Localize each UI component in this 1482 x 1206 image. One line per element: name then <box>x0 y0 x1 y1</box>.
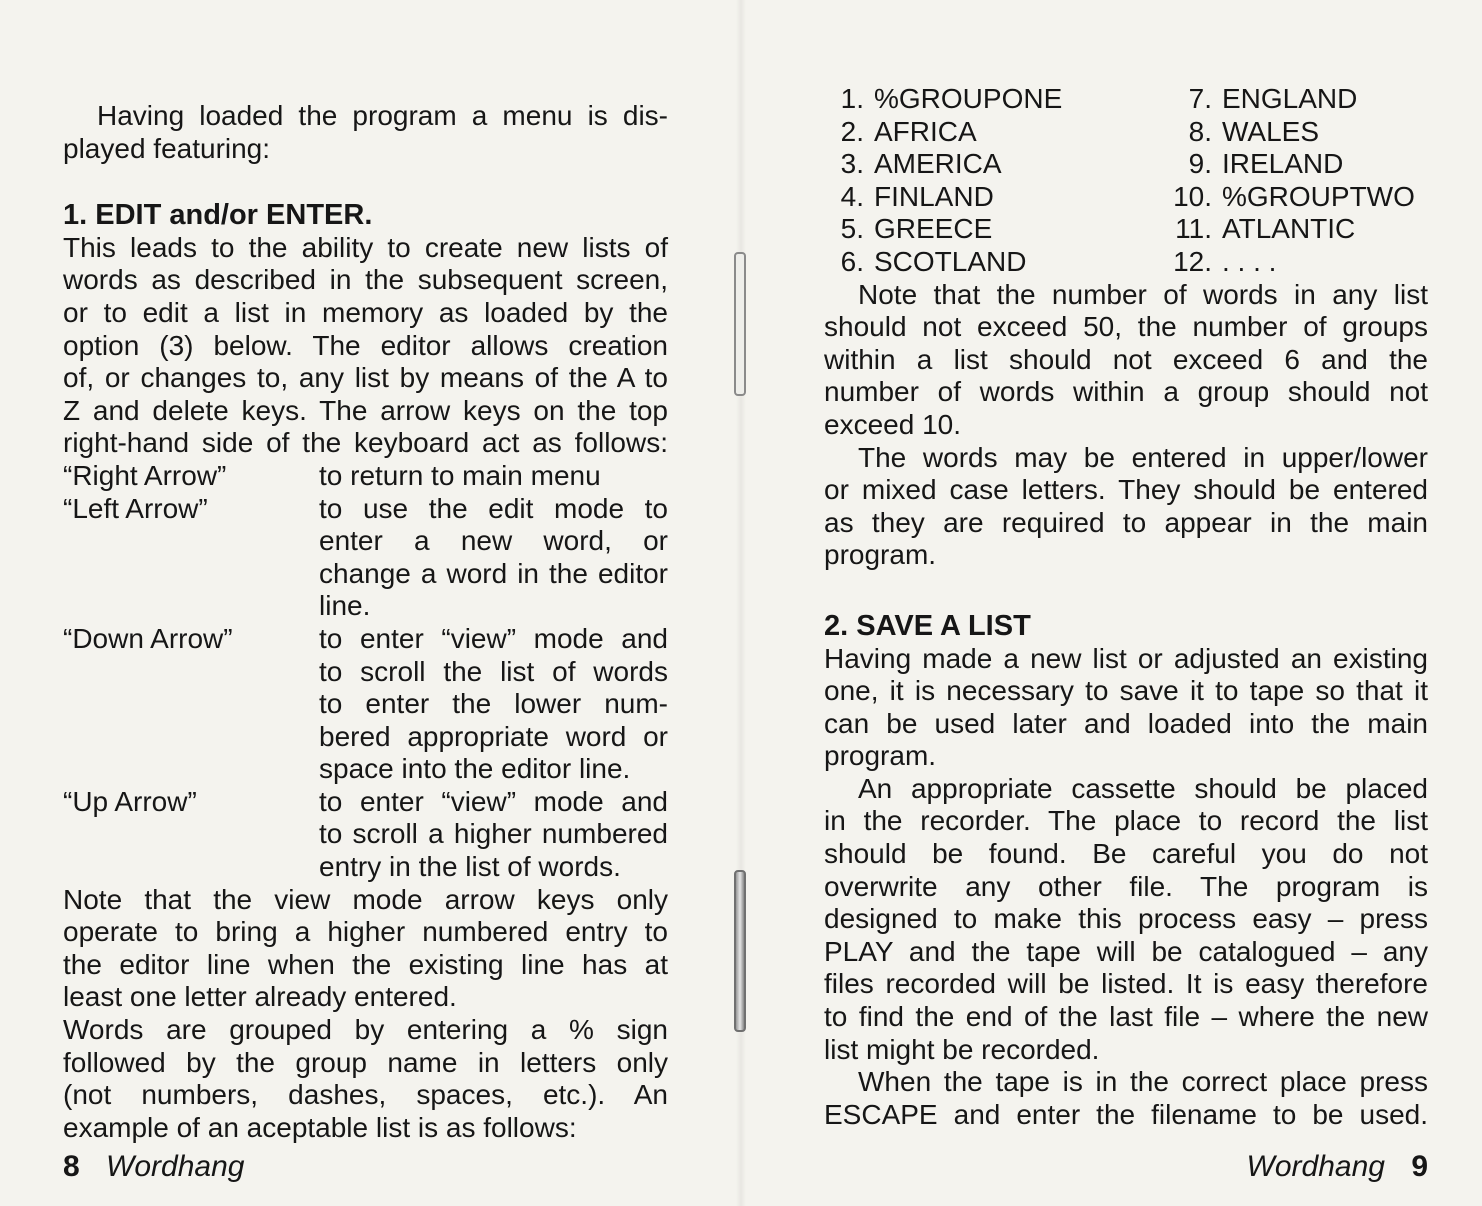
item-number: 2. <box>840 115 864 147</box>
text-line: to scroll a higher numbered <box>319 818 668 850</box>
text-line: PLAY and the tape will be catalogued – any <box>824 935 1428 967</box>
text-line: to return to main menu <box>319 459 601 491</box>
text-line: words as described in the subsequent screen, <box>63 264 668 296</box>
text-line: line. <box>319 590 371 622</box>
left-column <box>63 100 668 1144</box>
save-paragraph <box>824 643 1428 773</box>
key-row-up-arrow <box>63 786 668 884</box>
text-line: Having loaded the program a menu is dis- <box>97 100 668 131</box>
right-page <box>741 0 1482 1206</box>
text-line: to use the edit mode to <box>319 492 668 524</box>
intro-paragraph <box>63 100 668 165</box>
text-line: ESCAPE and enter the filename to be used. <box>824 1098 1428 1130</box>
section1-heading: 1. EDIT and/or ENTER. <box>63 199 373 232</box>
case-paragraph <box>824 442 1428 572</box>
word-list-row <box>824 83 1428 116</box>
item-number: 12. <box>1173 245 1212 277</box>
text-line: to find the end of the last file – where the new <box>824 1001 1428 1033</box>
footer-title: Wordhang <box>1246 1150 1385 1183</box>
text-line: to enter “view” mode and <box>319 622 668 654</box>
text-line: space into the editor line. <box>319 753 631 785</box>
item-word: %GROUPTWO <box>1222 180 1415 212</box>
page-number: 9 <box>1411 1150 1428 1183</box>
text-line: entry in the list of words. <box>319 851 621 883</box>
page-number: 8 <box>63 1150 80 1183</box>
view-mode-note-paragraph <box>63 884 668 1014</box>
item-number: 4. <box>840 180 864 212</box>
text-line: in the recorder. The place to record the list <box>824 805 1428 837</box>
text-line: should not exceed 50, the number of groups <box>824 311 1428 343</box>
key-row-right-arrow <box>63 460 668 493</box>
key-row-left-arrow <box>63 493 668 623</box>
item-number: 9. <box>1188 148 1212 180</box>
text-line: Note that the number of words in any list <box>858 278 1428 310</box>
right-page-footer <box>1247 1150 1428 1184</box>
text-line: to scroll the list of words <box>319 655 668 687</box>
text-line: When the tape is in the correct place press <box>858 1066 1428 1098</box>
left-page-footer <box>63 1150 244 1184</box>
word-list-row <box>824 116 1428 149</box>
text-line: option (3) below. The editor allows creation <box>63 329 668 361</box>
text-line: exceed 10. <box>824 408 961 440</box>
item-word: AMERICA <box>874 148 1002 180</box>
text-line: An appropriate cassette should be placed <box>858 772 1428 804</box>
text-line: Having made a new list or adjusted an existing <box>824 642 1428 674</box>
key-term: “Left Arrow” <box>63 492 208 524</box>
item-word: AFRICA <box>874 115 977 147</box>
text-line: least one letter already entered. <box>63 981 457 1013</box>
text-line: or to edit a list in memory as loaded by the <box>63 296 668 328</box>
text-line: example of an aceptable list is as follows: <box>63 1111 577 1143</box>
item-word: ATLANTIC <box>1222 213 1356 245</box>
text-line: within a list should not exceed 6 and the <box>824 343 1428 375</box>
text-line: can be used later and loaded into the main <box>824 707 1428 739</box>
text-line: or mixed case letters. They should be entered <box>824 474 1428 506</box>
item-number: 5. <box>840 213 864 245</box>
item-number: 8. <box>1188 115 1212 147</box>
word-list-row <box>824 213 1428 246</box>
limits-paragraph <box>824 279 1428 442</box>
text-line: This leads to the ability to create new lists of <box>63 231 668 263</box>
item-word: . . . . <box>1222 245 1277 277</box>
text-line: operate to bring a higher numbered entry to <box>63 916 668 948</box>
section1-paragraph <box>63 232 668 460</box>
text-line: list might be recorded. <box>824 1033 1100 1065</box>
key-row-down-arrow <box>63 623 668 786</box>
item-number: 3. <box>840 148 864 180</box>
text-line: (not numbers, dashes, spaces, etc.). An <box>63 1079 668 1111</box>
word-list-row <box>824 181 1428 214</box>
text-line: change a word in the editor <box>319 557 668 589</box>
item-word: FINLAND <box>874 180 994 212</box>
text-line: right-hand side of the keyboard act as follows: <box>63 427 668 459</box>
text-line: should be found. Be careful you do not <box>824 838 1428 870</box>
item-word: SCOTLAND <box>874 245 1027 277</box>
grouping-paragraph <box>63 1014 668 1144</box>
arrow-key-list <box>63 460 668 884</box>
text-line: The words may be entered in upper/lower <box>858 441 1428 473</box>
right-column <box>824 83 1428 1131</box>
text-line: to enter the lower num- <box>319 688 668 720</box>
item-word: IRELAND <box>1222 148 1344 180</box>
text-line: enter a new word, or <box>319 525 668 557</box>
text-line: files recorded will be listed. It is easy therefore <box>824 968 1428 1000</box>
text-line: Note that the view mode arrow keys only <box>63 883 668 915</box>
item-word: GREECE <box>874 213 993 245</box>
item-number: 10. <box>1173 180 1212 212</box>
text-line: Z and delete keys. The arrow keys on the top <box>63 394 668 426</box>
text-line: overwrite any other file. The program is <box>824 870 1428 902</box>
key-description <box>319 493 668 623</box>
key-term: “Up Arrow” <box>63 785 197 817</box>
item-number: 7. <box>1188 83 1212 114</box>
text-line: one, it is necessary to save it to tape so that it <box>824 675 1428 707</box>
key-description <box>319 460 668 493</box>
text-line: program. <box>824 539 937 571</box>
item-word: %GROUPONE <box>874 83 1063 114</box>
text-line: to enter “view” mode and <box>319 785 668 817</box>
example-word-list <box>824 83 1428 279</box>
word-list-row <box>824 246 1428 279</box>
escape-paragraph <box>824 1066 1428 1131</box>
item-number: 1. <box>840 83 864 114</box>
text-line: of, or changes to, any list by means of the A to <box>63 362 668 394</box>
text-line: program. <box>824 740 937 772</box>
key-term: “Right Arrow” <box>63 459 227 491</box>
key-description <box>319 623 668 786</box>
text-line: Words are grouped by entering a % sign <box>63 1014 668 1046</box>
item-number: 6. <box>840 245 864 277</box>
key-term: “Down Arrow” <box>63 622 233 654</box>
item-word: ENGLAND <box>1222 83 1358 114</box>
key-description <box>319 786 668 884</box>
section2-heading: 2. SAVE A LIST <box>824 609 1031 642</box>
text-line: bered appropriate word or <box>319 720 668 752</box>
footer-title: Wordhang <box>106 1150 245 1183</box>
text-line: number of words within a group should not <box>824 376 1428 408</box>
text-line: designed to make this process easy – press <box>824 903 1428 935</box>
text-line: as they are required to appear in the main <box>824 506 1428 538</box>
word-list-row <box>824 148 1428 181</box>
text-line: the editor line when the existing line has at <box>63 948 668 980</box>
text-line: played featuring: <box>63 132 271 164</box>
cassette-paragraph <box>824 773 1428 1066</box>
text-line: followed by the group name in letters only <box>63 1046 668 1078</box>
item-number: 11. <box>1175 213 1212 245</box>
item-word: WALES <box>1222 115 1319 147</box>
